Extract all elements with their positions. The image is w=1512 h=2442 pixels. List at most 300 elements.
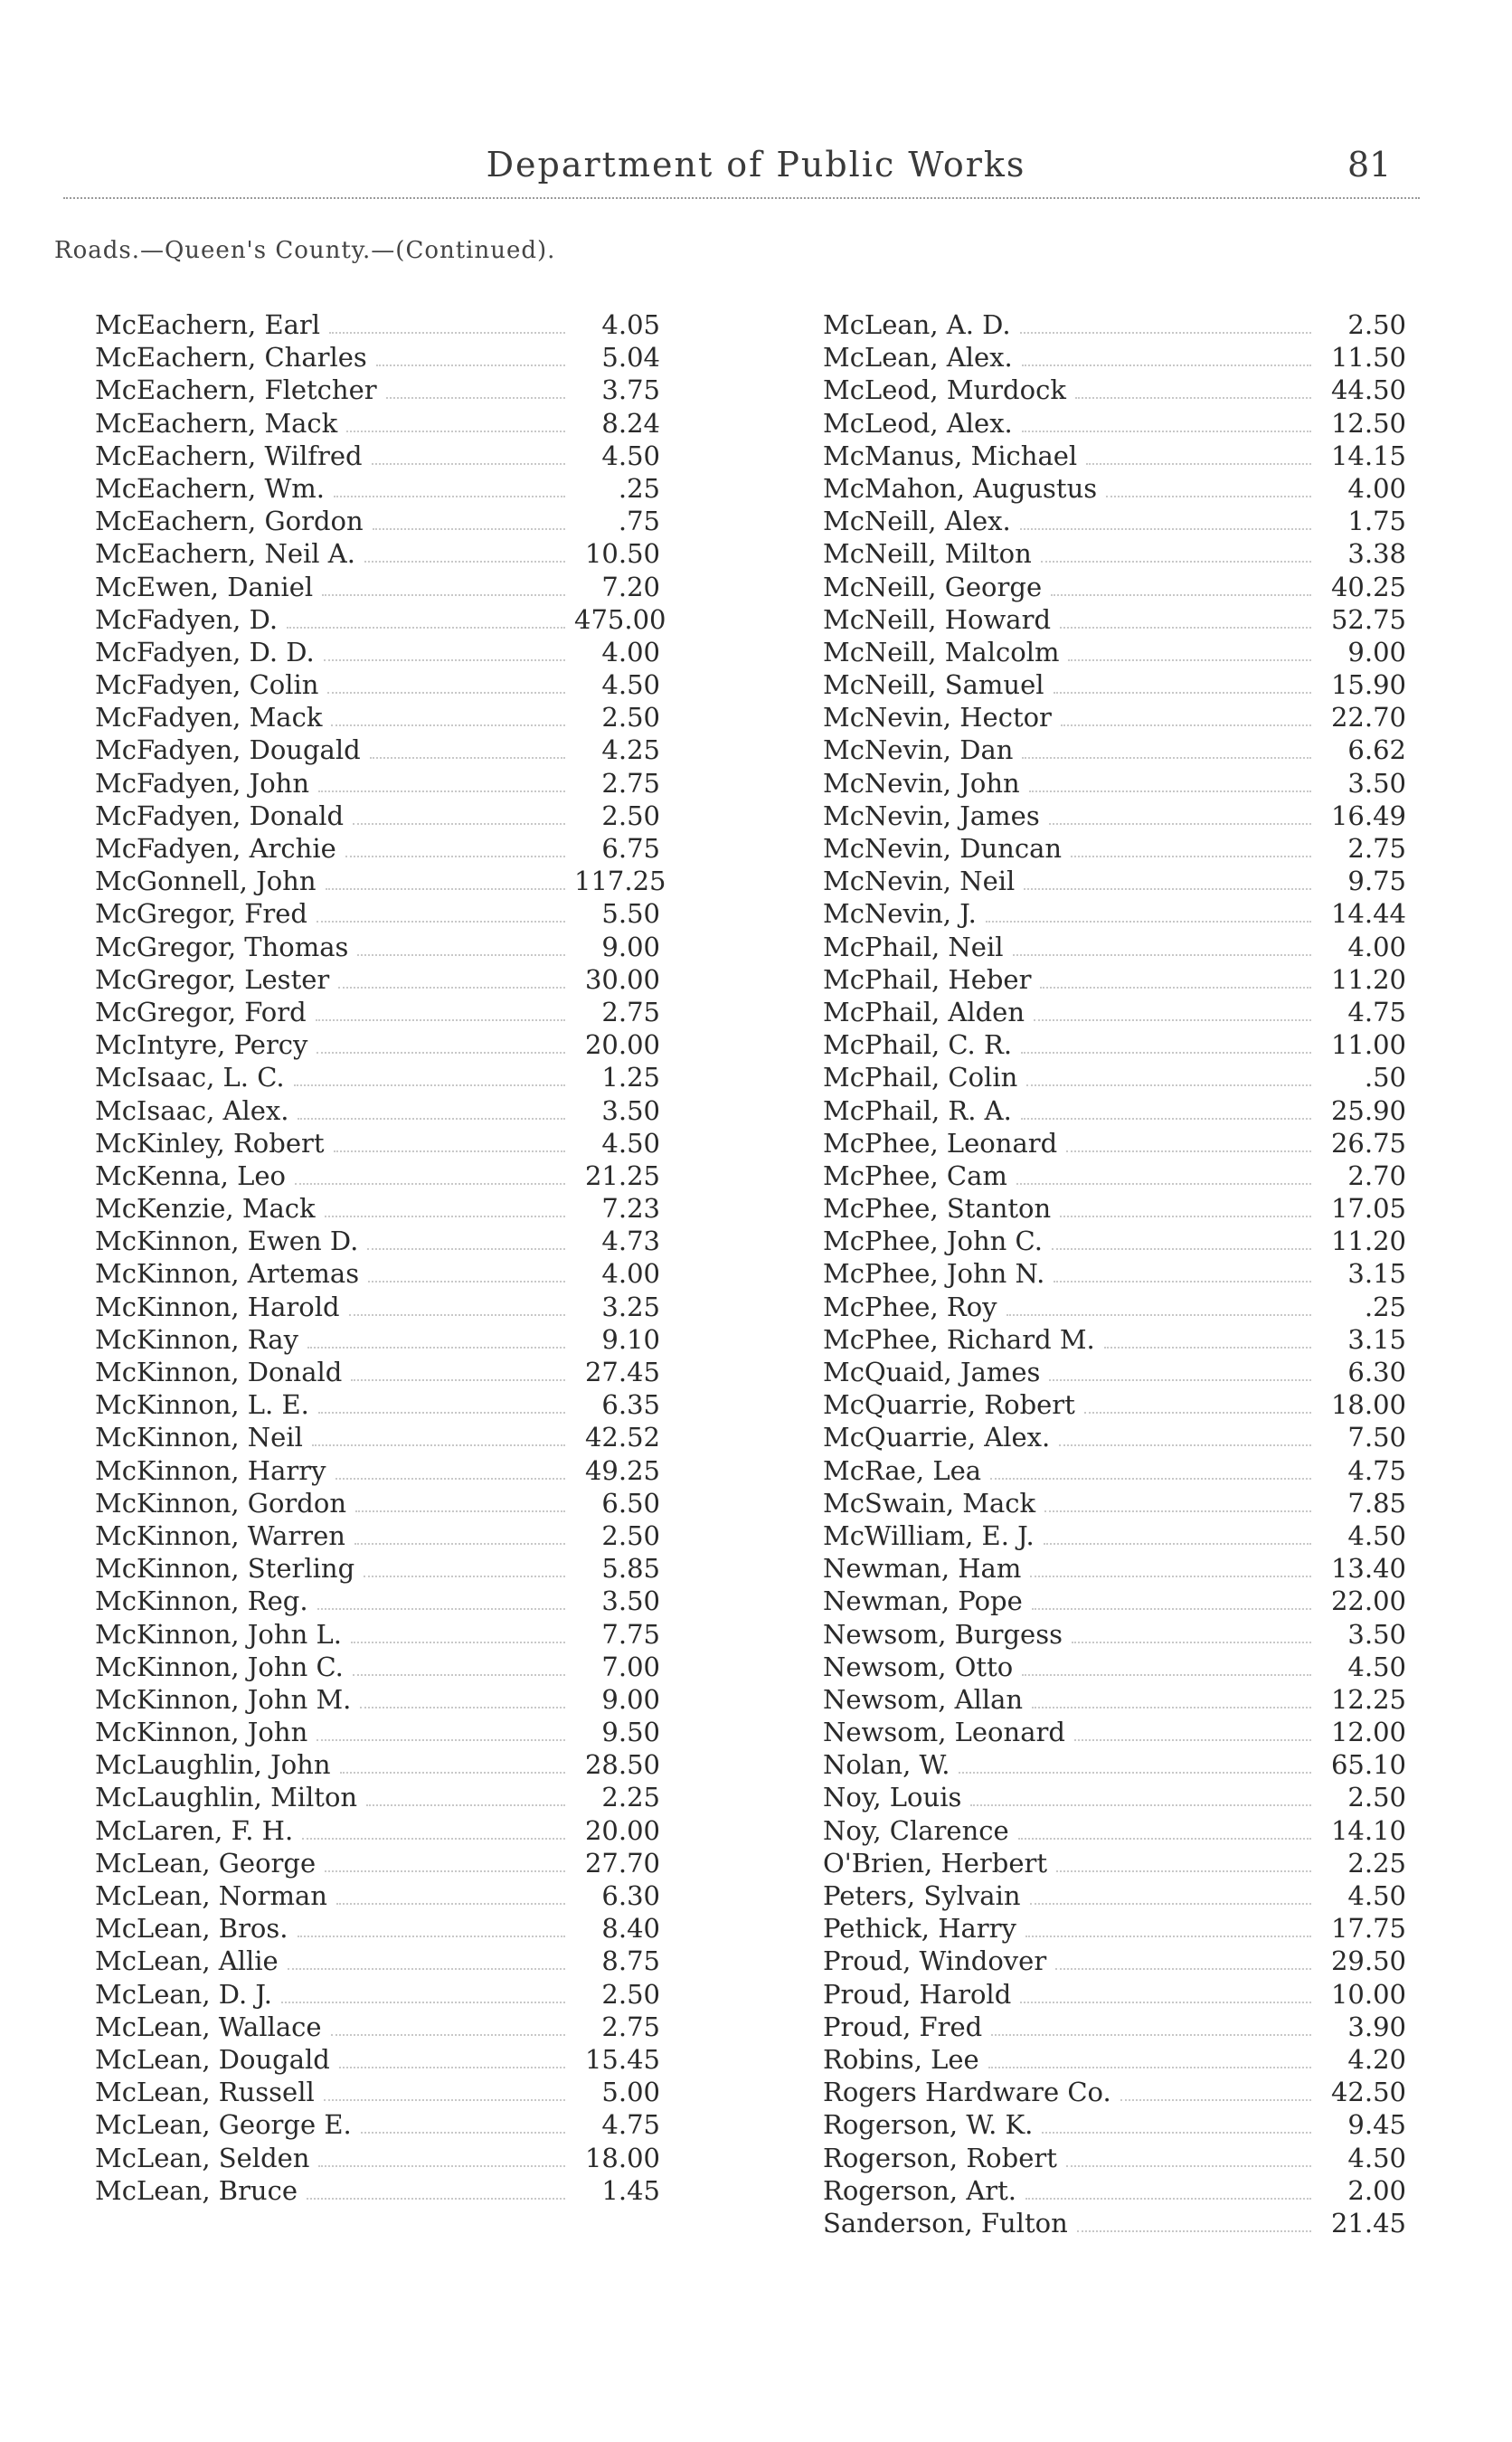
entry-name: Rogers Hardware Co.	[823, 2077, 1111, 2108]
entry-amount: 7.23	[601, 1193, 660, 1225]
entry-name: McKinnon, John C.	[95, 1651, 344, 1682]
ledger-entry	[823, 2109, 1406, 2142]
entry-name: McPhee, John N.	[823, 1258, 1045, 1290]
entry-name: McPhee, Roy	[823, 1291, 997, 1322]
ledger-entry	[823, 2175, 1406, 2208]
dot-leader	[1060, 627, 1311, 629]
entry-amount: 4.00	[1347, 931, 1406, 962]
entry-amount: 14.15	[1330, 440, 1406, 471]
ledger-entry	[95, 440, 660, 473]
entry-amount: 8.40	[601, 1913, 660, 1945]
entry-name: McEachern, Mack	[95, 407, 338, 439]
entry-name: McEachern, Fletcher	[95, 374, 377, 406]
dot-leader	[1042, 2132, 1311, 2134]
dot-leader	[288, 1968, 565, 1970]
entry-name: McKinnon, Sterling	[95, 1553, 355, 1585]
ledger-entry	[823, 768, 1406, 800]
ledger-entry	[823, 2077, 1406, 2109]
ledger-entry	[95, 1880, 660, 1913]
dot-leader	[376, 364, 565, 366]
ledger-entry	[823, 1553, 1406, 1585]
dot-leader	[1055, 1968, 1311, 1970]
ledger-entry	[95, 374, 660, 407]
dot-leader	[1068, 659, 1311, 661]
dot-leader	[316, 1019, 565, 1021]
entry-amount: .25	[618, 472, 660, 504]
entry-amount: 3.75	[601, 374, 660, 406]
dot-leader	[325, 1870, 565, 1872]
entry-amount: 7.20	[601, 571, 660, 602]
entry-amount: 40.25	[1330, 571, 1406, 602]
entry-amount: 4.00	[601, 636, 660, 667]
entry-name: Newsom, Otto	[823, 1651, 1014, 1682]
entry-amount: 9.00	[601, 1683, 660, 1715]
entry-name: McKinley, Robert	[95, 1127, 325, 1159]
entry-name: McKinnon, Neil	[95, 1422, 303, 1453]
entry-amount: 26.75	[1330, 1127, 1406, 1159]
dot-leader	[360, 1707, 565, 1708]
dot-leader	[372, 463, 565, 465]
ledger-entry	[823, 1292, 1406, 1324]
entry-name: McLean, Dougald	[95, 2043, 330, 2075]
entry-name: McLean, Wallace	[95, 2011, 322, 2042]
ledger-entry	[95, 1258, 660, 1291]
entry-amount: 8.75	[601, 1945, 660, 1977]
ledger-entry	[95, 964, 660, 997]
ledger-entry	[95, 1357, 660, 1389]
entry-amount: 9.50	[601, 1717, 660, 1748]
entry-name: Newsom, Allan	[823, 1683, 1024, 1715]
ledger-entry	[823, 1945, 1406, 1978]
entry-amount: 20.00	[584, 1029, 660, 1061]
dot-leader	[1072, 1642, 1311, 1643]
entry-amount: 9.00	[1347, 636, 1406, 667]
entry-amount: 14.10	[1330, 1814, 1406, 1846]
dot-leader	[1024, 888, 1311, 890]
entry-amount: 4.73	[601, 1226, 660, 1257]
dot-leader	[354, 1543, 565, 1545]
entry-amount: 4.00	[601, 1258, 660, 1290]
dot-leader	[386, 397, 565, 399]
ledger-entry	[95, 408, 660, 440]
entry-amount: 2.50	[1347, 1782, 1406, 1813]
entry-amount: 10.50	[584, 538, 660, 570]
entry-name: McGonnell, John	[95, 866, 317, 897]
entry-name: McGregor, Lester	[95, 963, 330, 995]
dot-leader	[1013, 954, 1312, 956]
dot-leader	[345, 856, 565, 857]
entry-amount: 21.45	[1330, 2207, 1406, 2238]
entry-name: McPhee, John C.	[823, 1226, 1043, 1257]
entry-name: Nolan, W.	[823, 1749, 950, 1781]
entry-name: McManus, Michael	[823, 440, 1078, 471]
ledger-entry	[95, 1553, 660, 1585]
entry-name: McLean, George E.	[95, 2109, 352, 2141]
dot-leader	[368, 1281, 565, 1283]
dot-leader	[1022, 431, 1311, 432]
ledger-entry	[823, 342, 1406, 374]
entry-amount: 1.25	[601, 1062, 660, 1093]
entry-amount: 117.25	[574, 866, 666, 897]
ledger-entry	[823, 506, 1406, 538]
ledger-entry	[95, 1455, 660, 1488]
ledger-entry	[823, 1160, 1406, 1193]
entry-name: McNevin, John	[823, 767, 1020, 799]
entry-amount: 9.45	[1347, 2109, 1406, 2141]
entry-name: McLaughlin, John	[95, 1749, 331, 1781]
entry-name: Proud, Windover	[823, 1945, 1047, 1977]
dot-leader	[331, 2034, 565, 2036]
entry-amount: 2.75	[601, 2011, 660, 2042]
entry-name: McEachern, Charles	[95, 342, 367, 374]
entry-name: Newman, Ham	[823, 1553, 1022, 1585]
entry-name: McMahon, Augustus	[823, 472, 1098, 504]
ledger-entry	[823, 1619, 1406, 1652]
entry-name: Rogerson, W. K.	[823, 2109, 1034, 2141]
entry-amount: 17.75	[1330, 1913, 1406, 1945]
entry-name: McFadyen, Donald	[95, 800, 345, 831]
dot-leader	[351, 1642, 565, 1643]
dot-leader	[986, 921, 1311, 923]
ledger-entry	[823, 1717, 1406, 1749]
entry-amount: 9.10	[601, 1323, 660, 1355]
entry-amount: 9.75	[1347, 866, 1406, 897]
entry-name: McEachern, Neil A.	[95, 538, 355, 570]
entry-amount: 2.25	[1347, 1847, 1406, 1879]
entry-amount: 3.50	[1347, 1618, 1406, 1650]
entry-name: McKinnon, L. E.	[95, 1389, 309, 1421]
entry-amount: 7.50	[1347, 1422, 1406, 1453]
dot-leader	[317, 1739, 565, 1741]
dot-leader	[1025, 1936, 1311, 1937]
ledger-entry	[823, 800, 1406, 833]
entry-name: McQuarrie, Robert	[823, 1389, 1075, 1421]
entry-name: McLean, Russell	[95, 2077, 315, 2108]
dot-leader	[1021, 1052, 1311, 1054]
ledger-entry	[823, 1357, 1406, 1389]
ledger-entry	[95, 1913, 660, 1945]
ledger-entry	[823, 1520, 1406, 1553]
entry-amount: 2.50	[601, 1519, 660, 1551]
ledger-entry	[95, 1979, 660, 2011]
entry-name: McEwen, Daniel	[95, 571, 314, 602]
entry-amount: 5.00	[601, 2077, 660, 2108]
dot-leader	[1044, 1510, 1311, 1512]
entry-amount: 11.20	[1330, 1226, 1406, 1257]
dot-leader	[1006, 1314, 1311, 1316]
entry-amount: 12.50	[1330, 407, 1406, 439]
entry-name: Rogerson, Art.	[823, 2174, 1017, 2206]
dot-leader	[1040, 987, 1311, 989]
dot-leader	[1032, 1608, 1311, 1610]
entry-amount: 4.75	[1347, 996, 1406, 1027]
entry-amount: 4.75	[601, 2109, 660, 2141]
ledger-entry	[95, 702, 660, 734]
entry-name: McWilliam, E. J.	[823, 1519, 1035, 1551]
ledger-entry	[95, 2143, 660, 2175]
entry-name: McIsaac, Alex.	[95, 1094, 289, 1126]
entry-amount: 3.90	[1347, 2011, 1406, 2042]
dot-leader	[1054, 692, 1311, 694]
entry-name: McLean, Selden	[95, 2142, 310, 2173]
ledger-entry	[823, 1585, 1406, 1618]
ledger-entry	[823, 637, 1406, 669]
dot-leader	[370, 757, 565, 759]
ledger-entry	[95, 1815, 660, 1848]
entry-name: McNeill, Howard	[823, 603, 1052, 635]
ledger-entry	[95, 1324, 660, 1357]
dot-leader	[329, 332, 565, 334]
dot-leader	[1051, 594, 1311, 596]
dot-leader	[1041, 561, 1311, 563]
dot-leader	[295, 1183, 565, 1185]
ledger-entry	[823, 1455, 1406, 1488]
entry-amount: 6.30	[1347, 1357, 1406, 1387]
entry-name: McLean, Bruce	[95, 2174, 298, 2206]
entry-name: McKinnon, Gordon	[95, 1487, 346, 1519]
entry-amount: 2.50	[601, 800, 660, 831]
ledger-entry	[823, 1782, 1406, 1814]
entry-amount: 2.75	[601, 996, 660, 1027]
entry-name: McNevin, James	[823, 800, 1040, 831]
entry-name: McNeill, Samuel	[823, 669, 1044, 701]
entry-amount: 4.75	[1347, 1454, 1406, 1486]
dot-leader	[988, 2067, 1311, 2068]
entry-amount: 3.15	[1347, 1323, 1406, 1355]
entry-name: McKinnon, Harold	[95, 1291, 340, 1322]
entry-amount: 15.45	[584, 2043, 660, 2075]
entry-name: McKenzie, Mack	[95, 1193, 316, 1225]
ledger-entry	[95, 2175, 660, 2208]
entry-amount: 9.00	[601, 931, 660, 962]
entry-name: McGregor, Thomas	[95, 931, 349, 962]
ledger-entry	[95, 2077, 660, 2109]
entry-amount: 4.50	[1347, 1651, 1406, 1682]
entry-name: McLeod, Alex.	[823, 407, 1013, 439]
dot-leader	[1106, 496, 1311, 497]
entry-amount: .75	[618, 506, 660, 537]
entry-amount: 2.50	[1347, 309, 1406, 340]
ledger-entry	[823, 473, 1406, 506]
ledger-entry	[95, 898, 660, 931]
entry-amount: 6.50	[601, 1487, 660, 1519]
ledger-entry	[95, 572, 660, 604]
dot-leader	[326, 888, 565, 890]
ledger-entry	[95, 1782, 660, 1814]
entry-amount: 18.00	[1330, 1389, 1406, 1421]
dot-leader	[1029, 790, 1311, 792]
entry-name: Noy, Clarence	[823, 1814, 1009, 1846]
ledger-entry	[823, 997, 1406, 1029]
entry-amount: 7.75	[601, 1618, 660, 1650]
ledger-entry	[95, 506, 660, 538]
entry-amount: 2.70	[1347, 1159, 1406, 1191]
entry-name: McKinnon, Artemas	[95, 1258, 360, 1290]
dot-leader	[334, 496, 565, 497]
entry-name: Sanderson, Fulton	[823, 2207, 1068, 2238]
entry-name: McNeill, Milton	[823, 538, 1032, 570]
ledger-entry	[823, 2044, 1406, 2077]
entry-name: McLean, Norman	[95, 1880, 327, 1911]
entry-amount: 2.75	[601, 767, 660, 799]
dot-leader	[1052, 1248, 1311, 1250]
entry-name: Newman, Pope	[823, 1585, 1023, 1617]
dot-leader	[355, 1510, 565, 1512]
entry-name: McFadyen, Mack	[95, 702, 323, 734]
entry-name: McPhail, Heber	[823, 963, 1032, 995]
entry-amount: 14.44	[1330, 898, 1406, 930]
dot-leader	[338, 987, 565, 989]
dot-leader	[318, 1412, 565, 1414]
ledger-entry	[823, 669, 1406, 702]
entry-amount: 11.20	[1330, 963, 1406, 995]
ledger-entry	[95, 1945, 660, 1978]
entry-amount: .50	[1364, 1062, 1406, 1093]
entry-name: McIntyre, Percy	[95, 1029, 308, 1061]
entry-amount: 475.00	[574, 603, 666, 635]
ledger-entry	[823, 1128, 1406, 1160]
entry-amount: 1.75	[1347, 506, 1406, 537]
dot-leader	[317, 1052, 565, 1054]
ledger-entry	[823, 604, 1406, 637]
dot-leader	[1020, 2002, 1311, 2003]
entry-amount: 21.25	[584, 1159, 660, 1191]
ledger-entry	[823, 2011, 1406, 2044]
entry-amount: .25	[1364, 1291, 1406, 1322]
dot-leader	[318, 2165, 565, 2167]
dot-leader	[366, 1804, 565, 1806]
dot-leader	[324, 659, 565, 661]
ledger-entry	[823, 734, 1406, 767]
dot-leader	[331, 724, 565, 726]
page-title: Department of Public Works	[486, 145, 1026, 185]
entry-name: McRae, Lea	[823, 1454, 982, 1486]
entry-name: McLean, Allie	[95, 1945, 279, 1977]
ledger-entry	[95, 1292, 660, 1324]
ledger-entry	[823, 1324, 1406, 1357]
entry-name: Peters, Sylvain	[823, 1880, 1021, 1911]
ledger-entry	[823, 898, 1406, 931]
ledger-entry	[823, 2208, 1406, 2240]
entry-name: Rogerson, Robert	[823, 2142, 1057, 2173]
entry-amount: 5.50	[601, 898, 660, 930]
dot-leader	[1022, 757, 1311, 759]
entry-amount: 6.30	[601, 1880, 660, 1911]
entry-name: McKinnon, Ray	[95, 1323, 298, 1355]
ledger-entry	[95, 2044, 660, 2077]
entry-name: McQuaid, James	[823, 1357, 1041, 1387]
ledger-entry	[823, 964, 1406, 997]
entry-amount: 65.10	[1330, 1749, 1406, 1781]
ledger-entry	[95, 637, 660, 669]
ledger-entry	[95, 1717, 660, 1749]
dot-leader	[317, 1608, 565, 1610]
entry-amount: 2.25	[601, 1782, 660, 1813]
entry-name: McPhail, Alden	[823, 996, 1025, 1027]
entry-name: Noy, Louis	[823, 1782, 962, 1813]
ledger-entry	[95, 997, 660, 1029]
ledger-entry	[95, 932, 660, 964]
entry-amount: 42.52	[584, 1422, 660, 1453]
dot-leader	[361, 2132, 565, 2134]
ledger-entry	[95, 1128, 660, 1160]
dot-leader	[298, 1936, 566, 1937]
entry-name: McKenna, Leo	[95, 1159, 286, 1191]
entry-amount: 5.85	[601, 1553, 660, 1585]
ledger-entry	[95, 734, 660, 767]
entry-name: Newsom, Burgess	[823, 1618, 1063, 1650]
ledger-entry	[95, 1422, 660, 1454]
dot-leader	[1056, 1870, 1311, 1872]
ledger-entry	[95, 2109, 660, 2142]
entry-name: Newsom, Leonard	[823, 1717, 1065, 1748]
entry-name: McPhail, R. A.	[823, 1094, 1012, 1126]
ledger-entry	[823, 1488, 1406, 1520]
ledger-entry	[823, 309, 1406, 342]
entry-name: McPhee, Leonard	[823, 1127, 1058, 1159]
entry-name: McKinnon, John M.	[95, 1683, 352, 1715]
ledger-entry	[95, 473, 660, 506]
entry-amount: 16.49	[1330, 800, 1406, 831]
entry-amount: 3.15	[1347, 1258, 1406, 1290]
dot-leader	[1044, 1543, 1311, 1545]
ledger-entry	[823, 1749, 1406, 1782]
ledger-entry	[95, 1652, 660, 1684]
entry-amount: 27.45	[584, 1357, 660, 1387]
entry-amount: 25.90	[1330, 1094, 1406, 1126]
entry-name: McEachern, Gordon	[95, 506, 364, 537]
ledger-entry	[95, 603, 666, 637]
dot-leader	[1018, 1838, 1311, 1840]
entry-name: McKinnon, Ewen D.	[95, 1226, 359, 1257]
dot-leader	[339, 2067, 565, 2068]
dot-leader	[294, 1084, 565, 1086]
dot-leader	[1022, 1674, 1311, 1676]
entry-name: McKinnon, John L.	[95, 1618, 342, 1650]
entry-name: McFadyen, D. D.	[95, 636, 315, 667]
dot-leader	[287, 627, 565, 629]
dot-leader	[1074, 1739, 1311, 1741]
entry-amount: 5.04	[601, 342, 660, 374]
entry-name: McLaughlin, Milton	[95, 1782, 358, 1813]
entry-amount: 4.50	[601, 440, 660, 471]
dot-leader	[367, 1248, 565, 1250]
entry-amount: 4.50	[601, 1127, 660, 1159]
dot-leader	[322, 594, 565, 596]
dot-leader	[1066, 1150, 1311, 1152]
right-column	[823, 309, 1406, 2240]
entry-name: McPhail, Colin	[823, 1062, 1018, 1093]
entry-amount: 7.00	[601, 1651, 660, 1682]
dot-leader	[298, 1118, 565, 1120]
dot-leader	[1086, 463, 1311, 465]
dot-leader	[346, 431, 565, 432]
ledger-entry	[823, 2143, 1406, 2175]
entry-name: McFadyen, D.	[95, 603, 279, 635]
entry-amount: 6.62	[1347, 734, 1406, 766]
entry-amount: 22.70	[1330, 702, 1406, 734]
entry-amount: 15.90	[1330, 669, 1406, 701]
entry-amount: 12.25	[1330, 1683, 1406, 1715]
dot-leader	[364, 1576, 565, 1577]
entry-name: McKinnon, Reg.	[95, 1585, 308, 1617]
dot-leader	[1071, 856, 1311, 857]
ledger-entry	[823, 408, 1406, 440]
ledger-entry	[823, 538, 1406, 571]
ledger-entry	[823, 1848, 1406, 1880]
entry-name: McFadyen, John	[95, 767, 310, 799]
dot-leader	[1049, 823, 1311, 825]
